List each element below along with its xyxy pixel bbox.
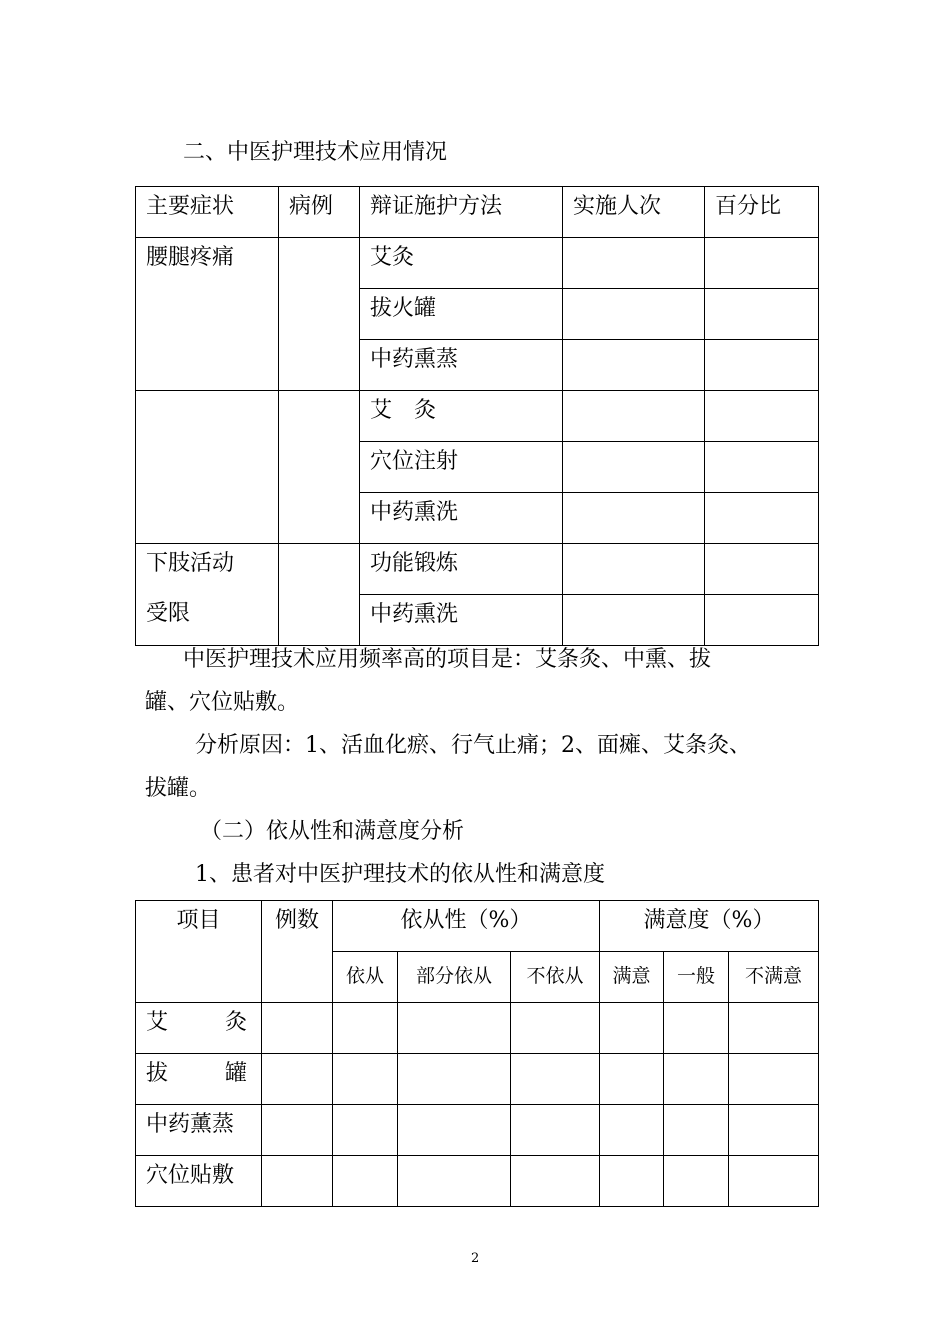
paragraph-line: 罐、穴位贴敷。 [145,690,300,715]
symptom-cell [136,391,279,544]
data-cell [262,1156,333,1207]
item-cell: 中药薰蒸 [136,1105,262,1156]
table-row [136,1054,819,1105]
data-cell [333,1105,398,1156]
section-heading: 二、中医护理技术应用情况 [183,140,448,165]
count-cell [563,442,705,493]
header-compliance: 依从性（%） [333,901,600,952]
item-cell [136,1003,262,1054]
percent-cell [705,544,819,595]
data-cell [333,1156,398,1207]
cases-cell [279,391,360,544]
data-cell [664,1156,729,1207]
percent-cell [705,238,819,289]
data-cell [262,1054,333,1105]
method-cell: 艾 灸 [360,391,563,442]
item-cell [136,1054,262,1105]
data-cell [333,1003,398,1054]
item-label [146,1059,261,1089]
header-cases: 病例 [279,187,360,238]
method-cell: 穴位注射 [360,442,563,493]
data-cell [398,1105,511,1156]
data-cell [729,1156,819,1207]
symptom-cell: 腰腿疼痛 [136,238,279,391]
technique-usage-table [135,186,819,646]
data-cell [511,1105,600,1156]
symptom-line: 受限 [146,601,191,626]
method-cell: 艾灸 [360,238,563,289]
data-cell [664,1003,729,1054]
table-header-row [136,187,819,238]
count-cell [563,340,705,391]
paragraph-line: 分析原因：1、活血化瘀、行气止痛；2、面瘫、艾条灸、 [195,733,751,758]
data-cell [664,1054,729,1105]
method-cell: 中药熏蒸 [360,340,563,391]
header-percent: 百分比 [705,187,819,238]
percent-cell [705,442,819,493]
item-label [146,1008,261,1038]
header-method: 辩证施护方法 [360,187,563,238]
subsubsection-heading: 1、患者对中医护理技术的依从性和满意度 [195,862,605,887]
data-cell [398,1054,511,1105]
cases-cell [279,544,360,646]
subheader-compliant: 依从 [333,952,398,1003]
header-item: 项目 [136,901,262,1003]
percent-cell [705,391,819,442]
data-cell [262,1003,333,1054]
item-char: 灸 [224,1010,247,1035]
method-cell: 中药熏洗 [360,493,563,544]
item-char: 拔 [146,1061,169,1086]
data-cell [600,1003,664,1054]
table-row [136,544,819,595]
table-row [136,1156,819,1207]
data-cell [262,1105,333,1156]
item-char: 艾 [146,1010,169,1035]
subheader-unsatisfied: 不满意 [729,952,819,1003]
table-row [136,391,819,442]
data-cell [511,1003,600,1054]
percent-cell [705,340,819,391]
data-cell [600,1105,664,1156]
count-cell [563,238,705,289]
method-cell: 功能锻炼 [360,544,563,595]
page-number: 2 [471,1251,480,1266]
data-cell [664,1105,729,1156]
method-cell: 中药熏洗 [360,595,563,646]
table-row [136,1105,819,1156]
percent-cell [705,595,819,646]
subheader-average: 一般 [664,952,729,1003]
data-cell [729,1105,819,1156]
compliance-satisfaction-table [135,900,819,1207]
data-cell [398,1003,511,1054]
header-count: 实施人次 [563,187,705,238]
method-cell: 拔火罐 [360,289,563,340]
subsection-heading: （二）依从性和满意度分析 [200,819,465,844]
percent-cell [705,493,819,544]
table-row [136,1003,819,1054]
item-char: 罐 [224,1061,247,1086]
data-cell [333,1054,398,1105]
data-cell [398,1156,511,1207]
cases-cell [279,238,360,391]
data-cell [600,1156,664,1207]
data-cell [729,1054,819,1105]
subheader-partial: 部分依从 [398,952,511,1003]
table-row [136,238,819,289]
percent-cell [705,289,819,340]
item-cell: 穴位贴敷 [136,1156,262,1207]
subheader-noncompliant: 不依从 [511,952,600,1003]
table-header-row [136,901,819,952]
header-cases: 例数 [262,901,333,1003]
subheader-satisfied: 满意 [600,952,664,1003]
data-cell [511,1156,600,1207]
count-cell [563,544,705,595]
data-cell [600,1054,664,1105]
count-cell [563,391,705,442]
data-cell [511,1054,600,1105]
data-cell [729,1003,819,1054]
paragraph-line: 拔罐。 [145,776,212,801]
header-satisfaction: 满意度（%） [600,901,819,952]
count-cell [563,289,705,340]
symptom-cell [136,544,279,646]
header-symptom: 主要症状 [136,187,279,238]
paragraph-line: 中医护理技术应用频率高的项目是：艾条灸、中熏、拔 [183,647,712,672]
symptom-line: 下肢活动 [146,551,235,576]
count-cell [563,493,705,544]
count-cell [563,595,705,646]
